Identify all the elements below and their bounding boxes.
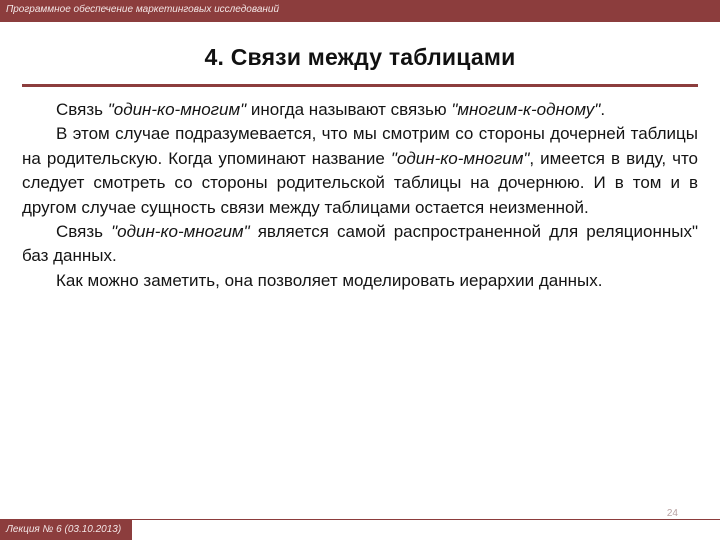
title-underline — [22, 84, 698, 87]
paragraph-3-text-a: Связь — [56, 222, 112, 242]
paragraph-3-text-b: является самой распространенной для реляционных" баз данных. — [22, 222, 698, 266]
paragraph-2 — [22, 122, 698, 220]
paragraph-1 — [22, 98, 698, 122]
footer-lecture-label: Лекция № 6 (03.10.2013) — [6, 524, 122, 535]
header-course-title: Программное обеспечение маркетинговых исследований — [6, 4, 280, 15]
slide-body — [22, 98, 698, 293]
paragraph-2-term-a: "один-ко-многим" — [390, 148, 530, 168]
footer-bar — [0, 520, 132, 540]
paragraph-1-text-a: Связь — [56, 100, 108, 119]
paragraph-3 — [22, 220, 698, 269]
paragraph-3-term-a: "один-ко-многим" — [111, 222, 250, 242]
header-bar — [0, 0, 720, 22]
paragraph-1-text-b: иногда называют связью — [246, 100, 452, 119]
paragraph-1-text-c: . — [600, 100, 606, 119]
slide-title: 4. Связи между таблицами — [204, 44, 516, 70]
paragraph-4: Как можно заметить, она позволяет моделировать иерархии данных. — [56, 270, 603, 290]
paragraph-1-term-b: "многим-к-одному" — [451, 100, 601, 119]
paragraph-2-text-b: , имеется в виду, что следует смотреть со стороны родительской таблицы на дочернюю. И в том и в другом случае сущность связи между таблицами остается неизменной. — [22, 148, 699, 217]
paragraph-1-term-a: "один-ко-многим" — [107, 100, 247, 119]
paragraph-2-text-a: В этом случае подразумевается, что мы смотрим со стороны дочерней таблицы на родительскую. Когда упоминают название — [22, 124, 698, 168]
page-number: 24 — [666, 508, 678, 519]
